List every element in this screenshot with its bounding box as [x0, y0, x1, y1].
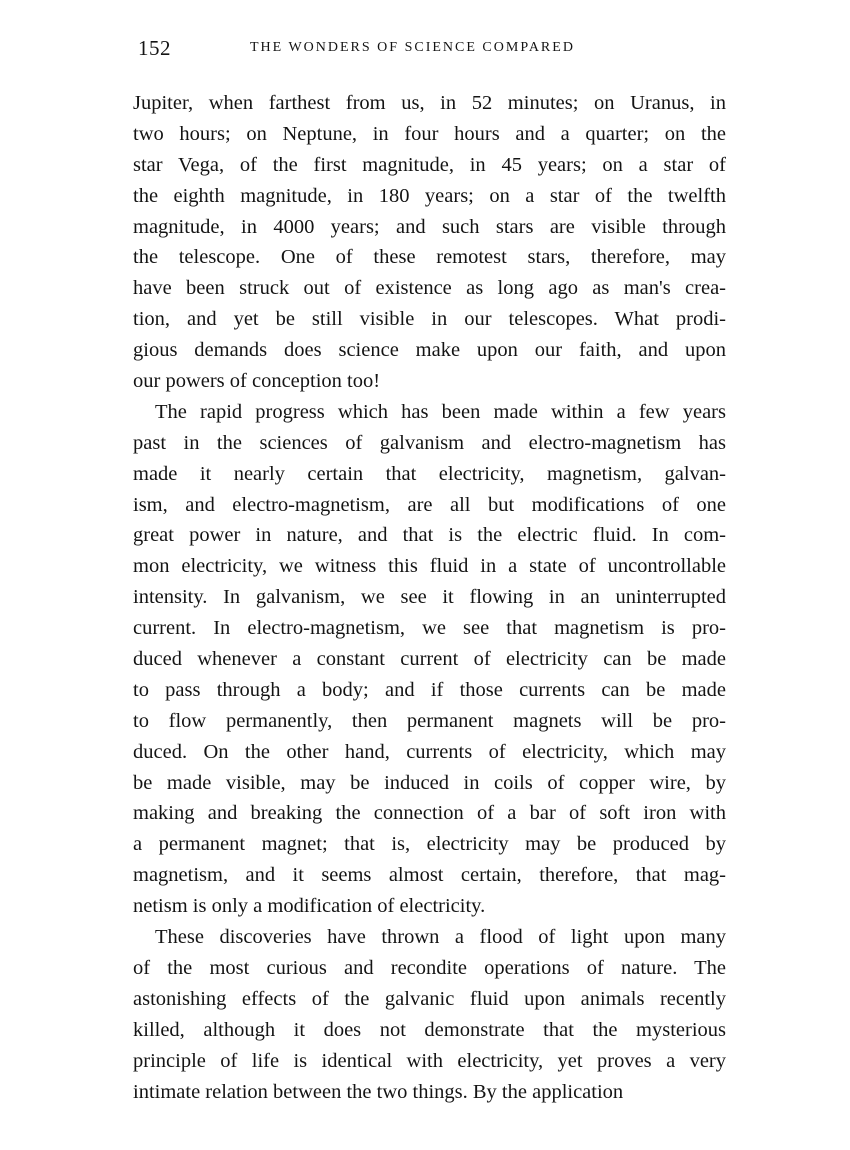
text-line: The rapid progress which has been made within a few years [155, 400, 726, 423]
text-line: ism, and electro-magnetism, are all but modifications of one [133, 493, 726, 516]
running-title: THE WONDERS OF SCIENCE COMPARED [250, 40, 575, 55]
text-line: past in the sciences of galvanism and electro-magnetism has [133, 431, 726, 454]
text-line: mon electricity, we witness this fluid in a state of uncontrollable [133, 555, 726, 578]
text-line: astonishing effects of the galvanic fluid upon animals recently [133, 987, 726, 1010]
text-line: principle of life is identical with electricity, yet proves a very [133, 1049, 726, 1072]
text-line: magnitude, in 4000 years; and such stars are visible through [133, 215, 726, 238]
text-line: duced whenever a constant current of electricity can be made [133, 648, 726, 671]
running-head [138, 36, 728, 60]
text-line: have been struck out of existence as long ago as man's crea- [133, 277, 726, 300]
text-line: to flow permanently, then permanent magnets will be pro- [133, 709, 726, 732]
paragraph [133, 922, 726, 1107]
text-line: netism is only a modification of electricity. [133, 895, 486, 918]
text-line: killed, although it does not demonstrate that the mysterious [133, 1018, 726, 1041]
text-line: tion, and yet be still visible in our telescopes. What prodi- [133, 308, 726, 331]
text-line: duced. On the other hand, currents of electricity, which may [133, 740, 726, 763]
text-line: intimate relation between the two things. By the application [133, 1080, 624, 1103]
text-line: These discoveries have thrown a flood of light upon many [155, 926, 726, 949]
text-line: made it nearly certain that electricity, magnetism, galvan- [133, 462, 726, 485]
text-line: magnetism, and it seems almost certain, therefore, that mag- [133, 864, 726, 887]
text-line: of the most curious and recondite operations of nature. The [133, 956, 726, 979]
body-text [133, 88, 726, 1107]
text-line: great power in nature, and that is the electric fluid. In com- [133, 524, 726, 547]
text-line: our powers of conception too! [133, 370, 381, 393]
text-line: be made visible, may be induced in coils of copper wire, by [133, 771, 726, 794]
text-line: intensity. In galvanism, we see it flowing in an uninterrupted [133, 586, 726, 609]
text-line: a permanent magnet; that is, electricity may be produced by [133, 833, 726, 856]
text-line: to pass through a body; and if those currents can be made [133, 678, 726, 701]
text-line: making and breaking the connection of a bar of soft iron with [133, 802, 726, 825]
text-line: gious demands does science make upon our faith, and upon [133, 339, 726, 362]
text-line: two hours; on Neptune, in four hours and a quarter; on the [133, 122, 726, 145]
text-line: the telescope. One of these remotest stars, therefore, may [133, 246, 726, 269]
paragraph [133, 88, 726, 397]
text-line: current. In electro-magnetism, we see that magnetism is pro- [133, 617, 726, 640]
paragraph [133, 397, 726, 922]
page-number: 152 [138, 36, 171, 60]
text-line: star Vega, of the first magnitude, in 45 years; on a star of [133, 153, 726, 176]
text-line: Jupiter, when farthest from us, in 52 minutes; on Uranus, in [133, 92, 726, 114]
text-line: the eighth magnitude, in 180 years; on a star of the twelfth [133, 184, 726, 207]
